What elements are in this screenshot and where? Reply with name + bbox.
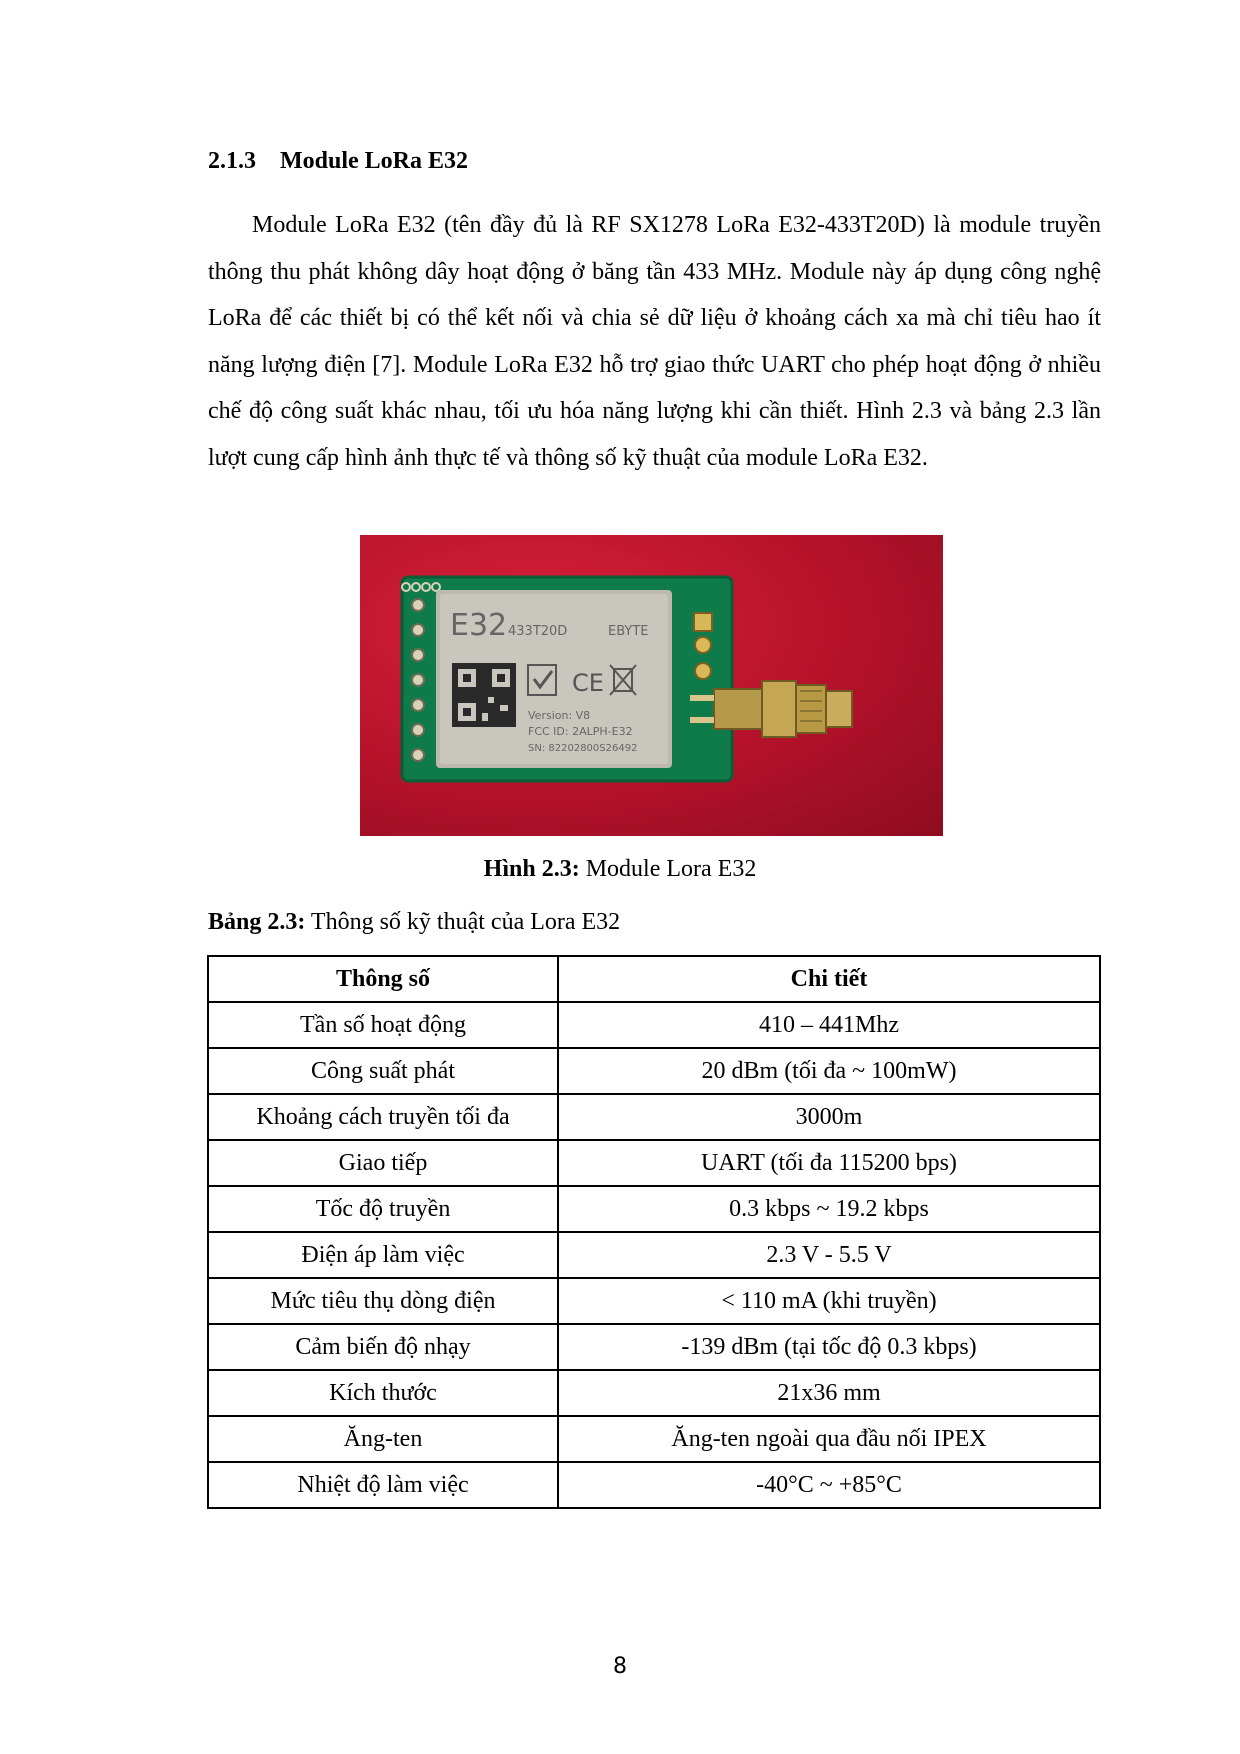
cell-parameter: Khoảng cách truyền tối đa — [208, 1094, 558, 1140]
cell-detail: 20 dBm (tối đa ~ 100mW) — [558, 1048, 1100, 1094]
cell-parameter: Tốc độ truyền — [208, 1186, 558, 1232]
module-photo — [360, 535, 943, 836]
table-row — [208, 1186, 1100, 1232]
table-row — [208, 1416, 1100, 1462]
cell-detail: UART (tối đa 115200 bps) — [558, 1140, 1100, 1186]
photo-sn: SN: 82202800S26492 — [528, 743, 638, 754]
photo-model: E32 — [450, 608, 508, 643]
svg-text:CE: CE — [572, 669, 604, 697]
cell-detail: -40°C ~ +85°C — [558, 1462, 1100, 1508]
table-row — [208, 1048, 1100, 1094]
page-number: 8 — [613, 1654, 627, 1679]
table-caption-label: Bảng 2.3: — [208, 909, 306, 935]
cell-parameter: Nhiệt độ làm việc — [208, 1462, 558, 1508]
photo-fcc: FCC ID: 2ALPH-E32 — [528, 725, 633, 738]
table-row — [208, 1324, 1100, 1370]
figure-caption-text: Module Lora E32 — [579, 856, 757, 882]
table-row — [208, 1462, 1100, 1508]
cell-detail: 0.3 kbps ~ 19.2 kbps — [558, 1186, 1100, 1232]
cell-parameter: Cảm biến độ nhạy — [208, 1324, 558, 1370]
table-row — [208, 1094, 1100, 1140]
cell-detail: -139 dBm (tại tốc độ 0.3 kbps) — [558, 1324, 1100, 1370]
table-row — [208, 1232, 1100, 1278]
cell-detail: 21x36 mm — [558, 1370, 1100, 1416]
cell-detail: < 110 mA (khi truyền) — [558, 1278, 1100, 1324]
figure-caption — [0, 856, 1240, 883]
section-title: Module LoRa E32 — [280, 148, 469, 174]
body-paragraph: Module LoRa E32 (tên đầy đủ là RF SX1278 LoRa E32-433T20D) là module truyền thông thu phát không dây hoạt động ở băng tần 433 MHz. Module này áp dụng công nghệ LoRa để các thiết bị có thể kết nối và chia sẻ dữ liệu ở khoảng cách xa mà chỉ tiêu hao ít năng lượng điện [7]. Module LoRa E32 hỗ trợ giao thức UART cho phép hoạt động ở nhiều chế độ công suất khác nhau, tối ưu hóa năng lượng khi cần thiết. Hình 2.3 và bảng 2.3 lần lượt cung cấp hình ảnh thực tế và thông số kỹ thuật của module LoRa E32. — [208, 212, 1101, 471]
cell-parameter: Ăng-ten — [208, 1416, 558, 1462]
table-row — [208, 1002, 1100, 1048]
cell-detail: Ăng-ten ngoài qua đầu nối IPEX — [558, 1416, 1100, 1462]
table-row — [208, 1278, 1100, 1324]
table-row — [208, 1370, 1100, 1416]
table-caption-text: Thông số kỹ thuật của Lora E32 — [305, 909, 621, 935]
cell-parameter: Kích thước — [208, 1370, 558, 1416]
section-number: 2.1.3 — [208, 148, 256, 174]
header-parameter: Thông số — [208, 956, 558, 1002]
cell-detail: 2.3 V - 5.5 V — [558, 1232, 1100, 1278]
cell-parameter: Mức tiêu thụ dòng điện — [208, 1278, 558, 1324]
photo-version: Version: V8 — [528, 709, 591, 722]
cell-detail: 410 – 441Mhz — [558, 1002, 1100, 1048]
header-detail: Chi tiết — [558, 956, 1100, 1002]
cell-detail: 3000m — [558, 1094, 1100, 1140]
figure-caption-label: Hình 2.3: — [483, 856, 580, 882]
cell-parameter: Tần số hoạt động — [208, 1002, 558, 1048]
cell-parameter: Công suất phát — [208, 1048, 558, 1094]
spec-table — [207, 955, 1101, 1509]
cell-parameter: Điện áp làm việc — [208, 1232, 558, 1278]
photo-model-sub: 433T20D — [508, 624, 568, 639]
table-caption — [208, 909, 620, 936]
photo-brand: EBYTE — [608, 624, 649, 639]
section-heading — [208, 148, 468, 175]
cell-parameter: Giao tiếp — [208, 1140, 558, 1186]
table-header-row — [208, 956, 1100, 1002]
table-row — [208, 1140, 1100, 1186]
